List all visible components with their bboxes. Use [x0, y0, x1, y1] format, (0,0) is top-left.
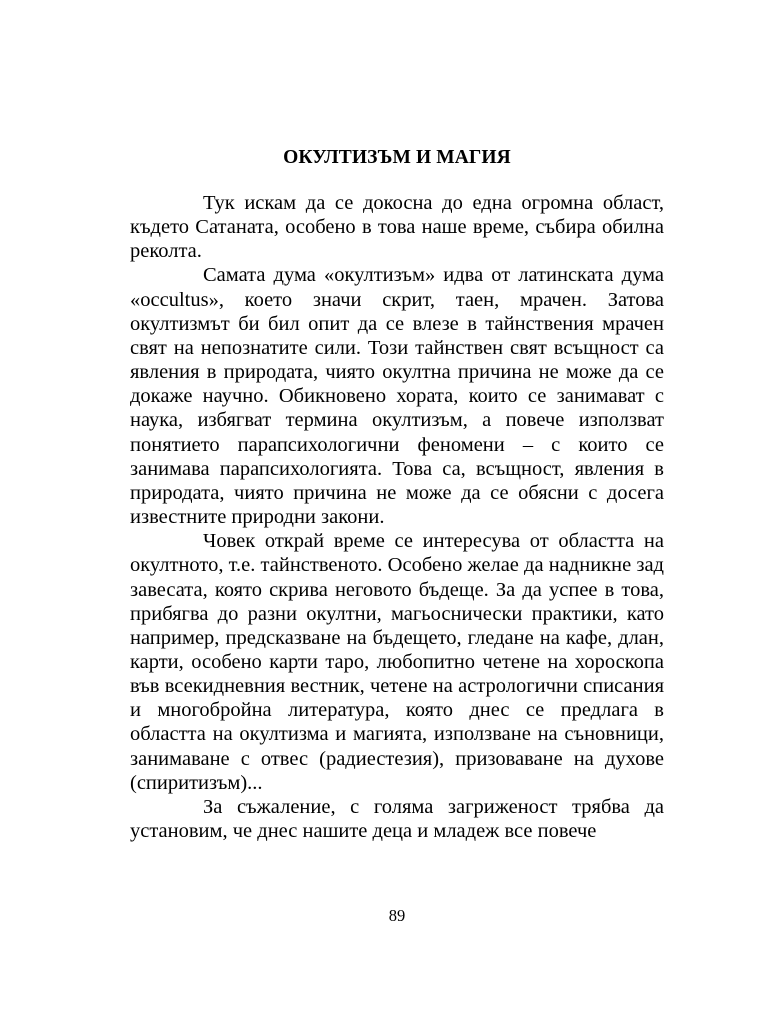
- paragraph: Тук искам да се докосна до една огромна област, където Сатаната, особено в това наше време, събира обилна реколта.: [130, 192, 664, 263]
- paragraph: Самата дума «окултизъм» идва от латинската дума «occultus», което значи скрит, таен, мрачен. Затова окултизмът би бил опит да се влезе в тайнствения мрачен свят на непознатите сили. Този тайнствен свят всъщност са явления в природата, чиято окултна причина не може да се докаже научно. Обикновено хората, които се занимават с наука, избягват термина окултизъм, а повече използват понятието парапсихологични феномени – с които се занимава парапсихологията. Това са, всъщност, явления в природата, чиято причина не може да се обясни с досега известните природни закони.: [130, 264, 664, 529]
- chapter-title: ОКУЛТИЗЪМ И МАГИЯ: [283, 147, 511, 168]
- paragraph: Човек открай време се интересува от областта на окултното, т.е. тайнственото. Особено желае да надникне зад завесата, която скрива неговото бъдеще. За да успее в това, прибягва до разни окултни, магьоснически практики, като например, предсказване на бъдещето, гледане на кафе, длан, карти, особено карти таро, любопитно четене на хороскопа във всекидневния вестник, четене на астрологични списания и многобройна литература, която днес се предлага в областта на окултизма и магията, използване на съновници, занимаване с отвес (радиестезия), призоваване на духове (спиритизъм)...: [130, 530, 664, 794]
- paragraph: За съжаление, с голяма загриженост трябва да установим, че днес нашите деца и младеж все повече: [130, 795, 664, 843]
- page-number: 89: [388, 906, 406, 925]
- body-text: [130, 191, 664, 843]
